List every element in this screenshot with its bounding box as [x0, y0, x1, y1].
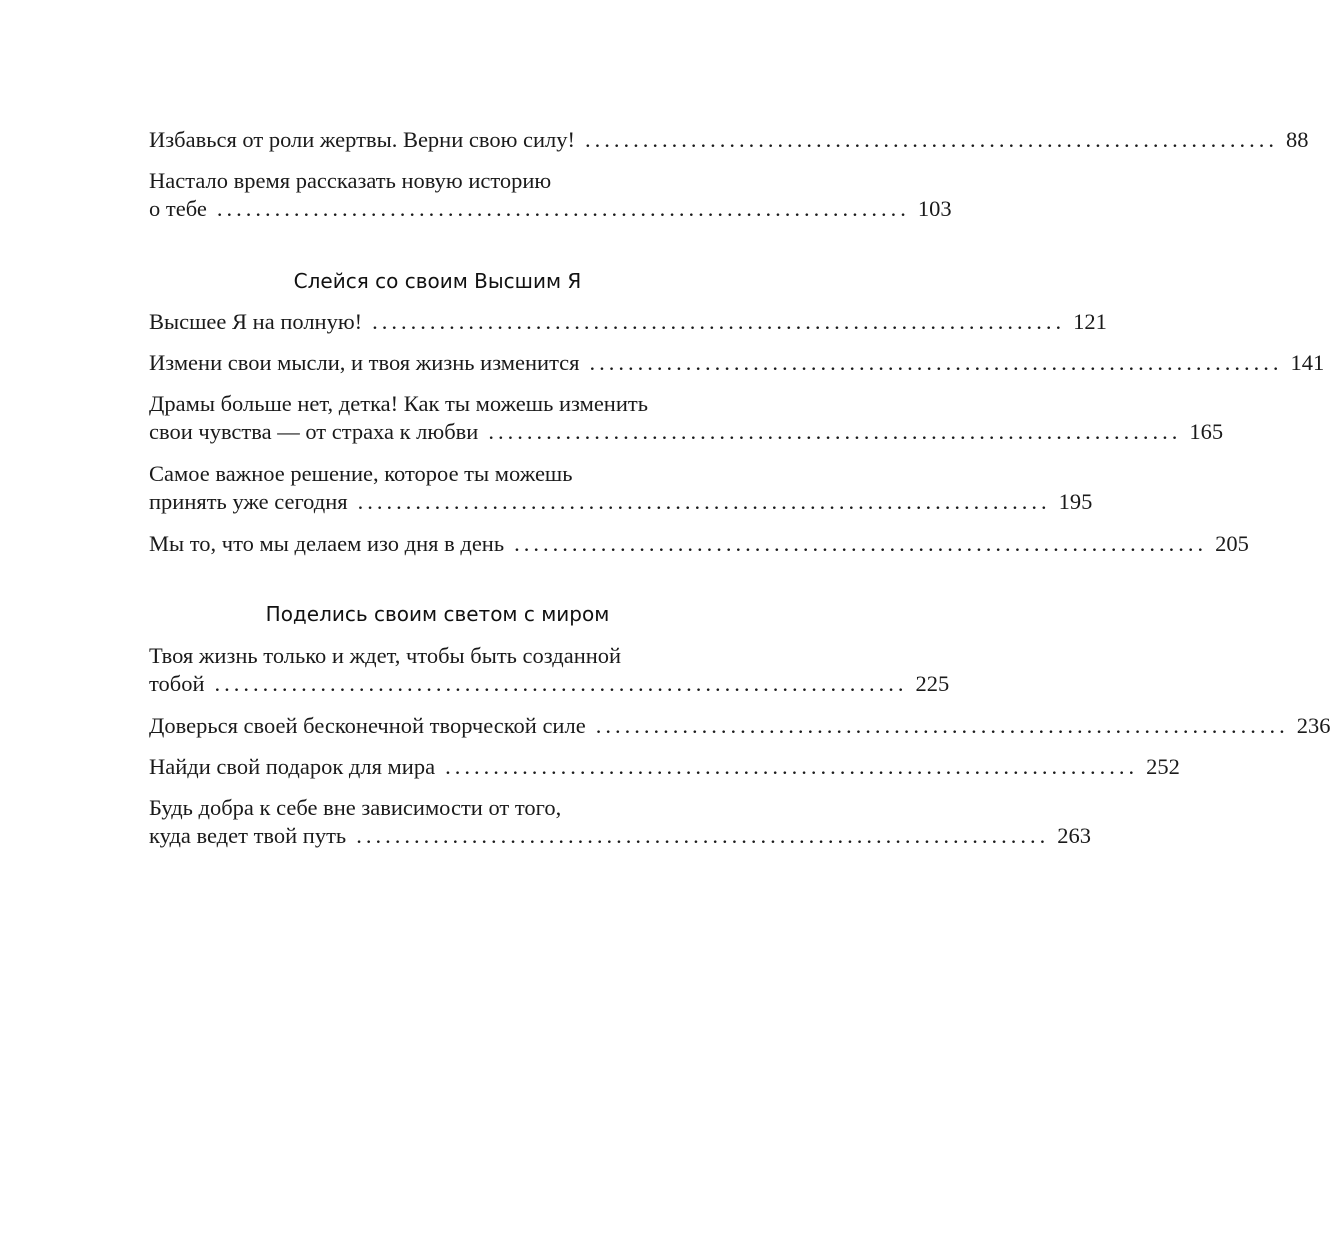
toc-entry-line — [149, 753, 1180, 781]
toc-entry-line — [149, 642, 726, 670]
toc-entry[interactable] — [149, 308, 1107, 336]
toc-entry-line — [149, 530, 1249, 558]
toc-page-number: 195 — [1058, 489, 1093, 514]
toc-entry-title: Настало время рассказать новую историю — [149, 168, 552, 193]
toc-entry-title: Найди свой подарок для мира — [149, 754, 436, 779]
dot-leader: ........................................................................ — [445, 754, 1139, 779]
toc-entry[interactable] — [149, 126, 1309, 154]
toc-entry-line — [149, 712, 1330, 740]
dot-leader: ........................................................................ — [372, 309, 1066, 334]
section-heading: Поделись своим светом с миром — [265, 602, 610, 626]
toc-entry-line — [149, 822, 1091, 850]
toc-entry-title-continued: принять уже сегодня — [149, 489, 348, 514]
toc-entry[interactable] — [149, 530, 1249, 558]
toc-entry[interactable] — [149, 642, 950, 698]
toc-entry-title: Мы то, что мы делаем изо дня в день — [149, 531, 505, 556]
dot-leader: ........................................................................ — [488, 419, 1182, 444]
toc-entry-title: Высшее Я на полную! — [149, 309, 363, 334]
toc-entry-title: Драмы больше нет, детка! Как ты можешь изменить — [149, 391, 648, 416]
toc-entry-title: Измени свои мысли, и твоя жизнь изменится — [149, 350, 580, 375]
toc-entry[interactable] — [149, 460, 1093, 516]
toc-entry-line — [149, 308, 1107, 336]
toc-entry-title-continued: о тебе — [149, 196, 207, 221]
toc-page-number: 263 — [1057, 823, 1091, 848]
dot-leader: ........................................................................ — [214, 671, 908, 696]
section-heading: Слейся со своим Высшим Я — [293, 269, 582, 293]
toc-entry[interactable] — [149, 349, 1325, 377]
toc-entry[interactable] — [149, 390, 1224, 446]
toc-page-number: 88 — [1286, 127, 1309, 152]
toc-entry[interactable] — [149, 794, 1091, 850]
toc-entry-title-continued: куда ведет твой путь — [149, 823, 347, 848]
toc-page-number: 236 — [1296, 713, 1330, 738]
dot-leader: ........................................................................ — [357, 489, 1051, 514]
toc-entry-title-continued: тобой — [149, 671, 205, 696]
dot-leader: ........................................................................ — [514, 531, 1208, 556]
toc-entry[interactable] — [149, 167, 952, 223]
dot-leader: ........................................................................ — [356, 823, 1050, 848]
toc-page-number: 252 — [1146, 754, 1180, 779]
toc-entry-line — [149, 670, 950, 698]
toc-page-number: 141 — [1290, 350, 1325, 375]
toc-entry-line — [149, 349, 1325, 377]
toc-entry[interactable] — [149, 712, 1330, 740]
toc-entry-line — [149, 460, 726, 488]
toc-entry-line — [149, 794, 726, 822]
toc-entry-line — [149, 390, 726, 418]
toc-entry-title-continued: свои чувства — от страха к любви — [149, 419, 479, 444]
dot-leader: ........................................................................ — [216, 196, 910, 221]
toc-entry-title: Доверься своей бесконечной творческой силе — [149, 713, 586, 738]
toc-entry-line — [149, 195, 952, 223]
toc-page-number: 225 — [915, 671, 950, 696]
toc-entry-line — [149, 488, 1093, 516]
toc-page-number: 121 — [1073, 309, 1107, 334]
dot-leader: ........................................................................ — [595, 713, 1289, 738]
dot-leader: ........................................................................ — [585, 127, 1279, 152]
toc-entry-line — [149, 167, 726, 195]
toc-page-number: 165 — [1189, 419, 1224, 444]
toc-entry-line — [149, 418, 1224, 446]
toc-page-number: 205 — [1215, 531, 1249, 556]
toc-page-number: 103 — [917, 196, 952, 221]
toc-entry[interactable] — [149, 753, 1180, 781]
dot-leader: ........................................................................ — [589, 350, 1283, 375]
toc-entry-title: Избавься от роли жертвы. Верни свою силу! — [149, 127, 576, 152]
toc-entry-title: Будь добра к себе вне зависимости от того, — [149, 795, 562, 820]
toc-entry-line — [149, 126, 1309, 154]
toc-entry-title: Твоя жизнь только и ждет, чтобы быть созданной — [149, 643, 622, 668]
toc-entry-title: Самое важное решение, которое ты можешь — [149, 461, 573, 486]
